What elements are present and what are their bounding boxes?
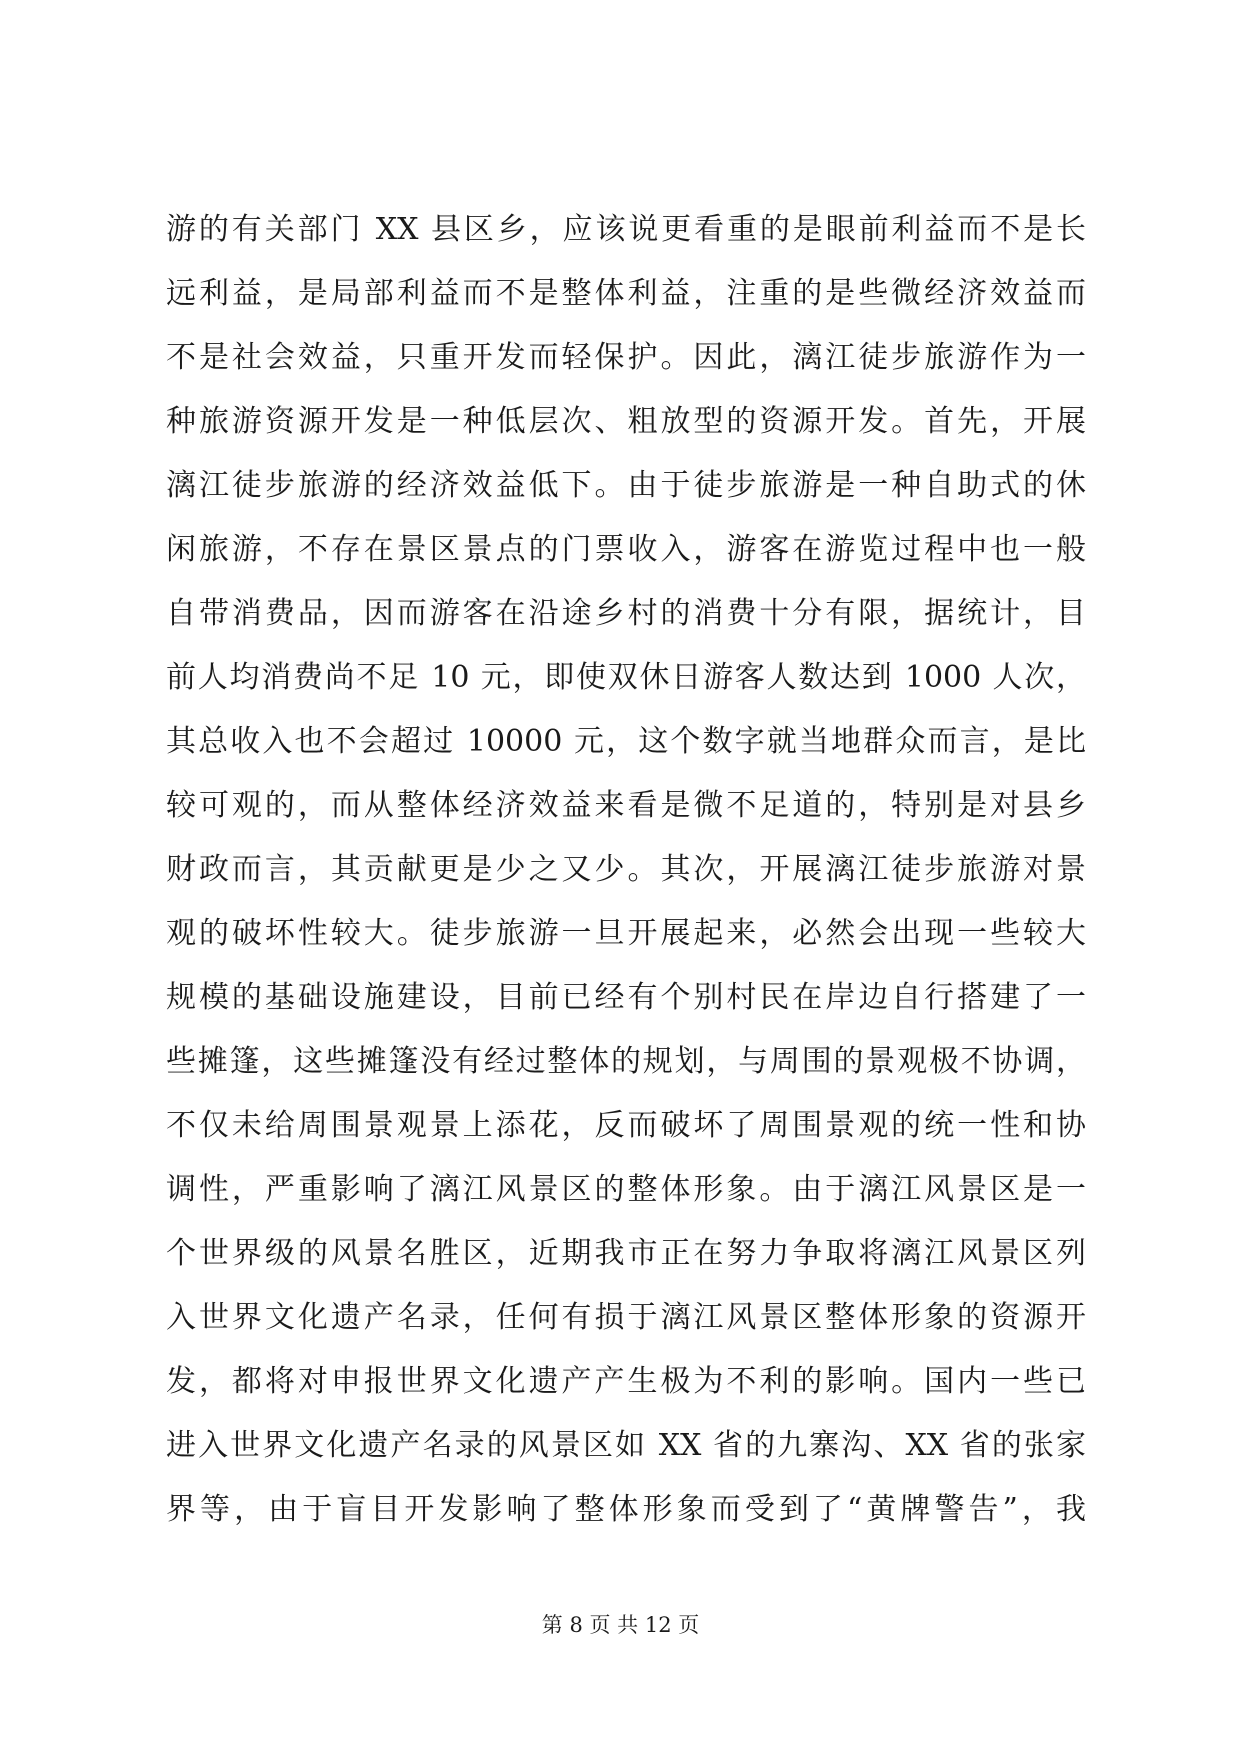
text-line: 不仅未给周围景观景上添花，反而破坏了周围景观的统一性和协 bbox=[166, 1108, 1086, 1143]
text-line: 发，都将对申报世界文化遗产产生极为不利的影响。国内一些已 bbox=[166, 1364, 1086, 1399]
text-line: 财政而言，其贡献更是少之又少。其次，开展漓江徒步旅游对景 bbox=[166, 852, 1086, 887]
text-line: 不是社会效益，只重开发而轻保护。因此，漓江徒步旅游作为一 bbox=[166, 340, 1086, 375]
text-line: 游的有关部门 XX 县区乡，应该说更看重的是眼前利益而不是长 bbox=[166, 212, 1086, 247]
text-line: 规模的基础设施建设，目前已经有个别村民在岸边自行搭建了一 bbox=[166, 980, 1086, 1015]
text-line: 调性，严重影响了漓江风景区的整体形象。由于漓江风景区是一 bbox=[166, 1172, 1086, 1207]
text-line: 前人均消费尚不足 10 元，即使双休日游客人数达到 1000 人次， bbox=[166, 660, 1086, 695]
text-line: 些摊篷，这些摊篷没有经过整体的规划，与周围的景观极不协调， bbox=[166, 1044, 1086, 1079]
text-line: 观的破坏性较大。徒步旅游一旦开展起来，必然会出现一些较大 bbox=[166, 916, 1086, 951]
text-line: 种旅游资源开发是一种低层次、粗放型的资源开发。首先，开展 bbox=[166, 404, 1086, 439]
text-line: 漓江徒步旅游的经济效益低下。由于徒步旅游是一种自助式的休 bbox=[166, 468, 1086, 503]
text-line: 个世界级的风景名胜区，近期我市正在努力争取将漓江风景区列 bbox=[166, 1236, 1086, 1271]
text-line: 其总收入也不会超过 10000 元，这个数字就当地群众而言，是比 bbox=[166, 724, 1086, 759]
page-footer: 第 8 页 共 12 页 bbox=[541, 1613, 700, 1637]
text-line: 界等，由于盲目开发影响了整体形象而受到了“黄牌警告”，我 bbox=[166, 1492, 1086, 1527]
text-line: 远利益，是局部利益而不是整体利益，注重的是些微经济效益而 bbox=[166, 276, 1086, 311]
text-line: 较可观的，而从整体经济效益来看是微不足道的，特别是对县乡 bbox=[166, 788, 1086, 823]
text-line: 闲旅游，不存在景区景点的门票收入，游客在游览过程中也一般 bbox=[166, 532, 1086, 567]
body-text bbox=[166, 198, 1086, 1542]
text-line: 自带消费品，因而游客在沿途乡村的消费十分有限，据统计，目 bbox=[166, 596, 1086, 631]
text-line: 入世界文化遗产名录，任何有损于漓江风景区整体形象的资源开 bbox=[166, 1300, 1086, 1335]
text-line: 进入世界文化遗产名录的风景区如 XX 省的九寨沟、XX 省的张家 bbox=[166, 1428, 1086, 1463]
